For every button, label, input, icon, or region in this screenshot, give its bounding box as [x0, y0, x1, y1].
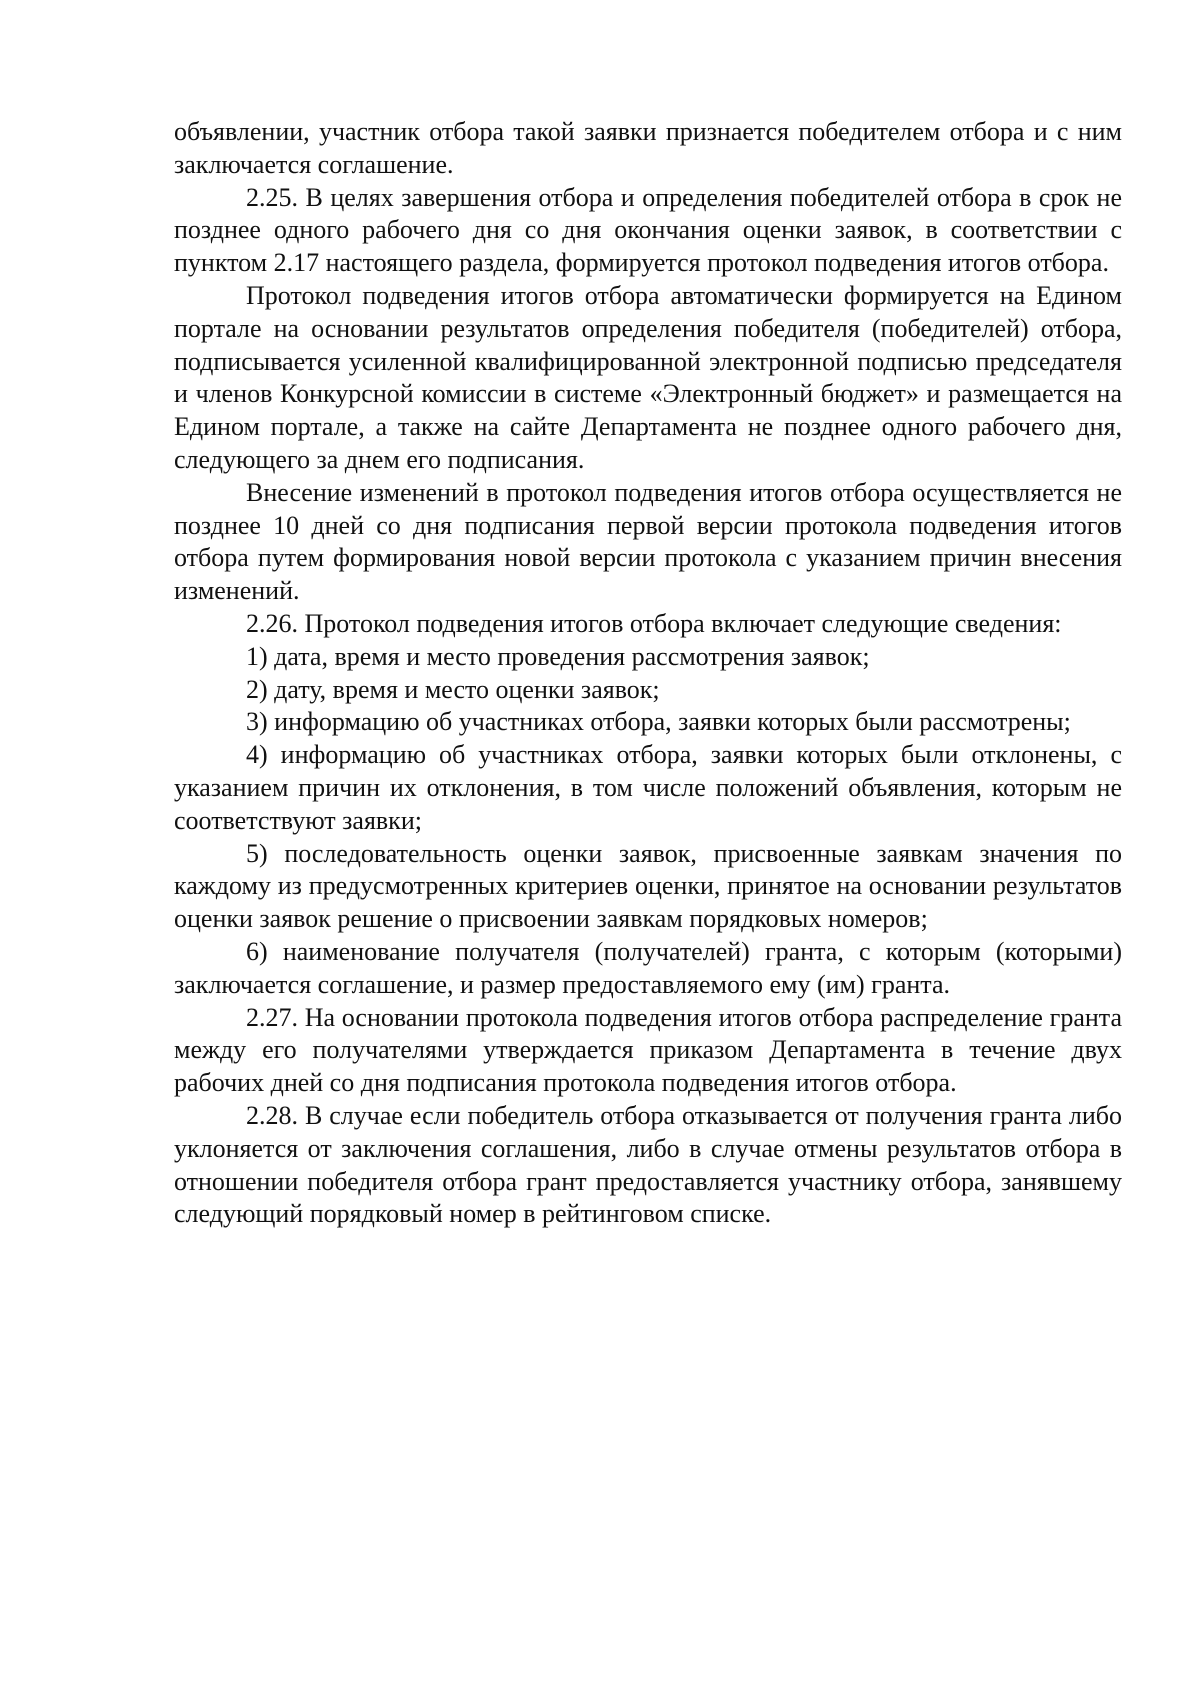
paragraph-2-26: 2.26. Протокол подведения итогов отбора включает следующие сведения:: [246, 608, 1062, 638]
list-item-4: 4) информацию об участниках отбора, заявки которых были отклонены, с указанием причин их отклонения, в том числе положений объявления, которым не соответствуют заявки;: [174, 740, 1122, 835]
paragraph-continuation: объявлении, участник отбора такой заявки признается победителем отбора и с ним заключается соглашение.: [174, 117, 1122, 179]
list-item-6: 6) наименование получателя (получателей) гранта, с которым (которыми) заключается соглашение, и размер предоставляемого ему (им) гранта.: [174, 936, 1122, 999]
list-item-5: 5) последовательность оценки заявок, присвоенные заявкам значения по каждому из предусмотренных критериев оценки, принятое на основании результатов оценки заявок решение о присвоении заявкам порядковых номеров;: [174, 838, 1122, 934]
paragraph-2-27: 2.27. На основании протокола подведения итогов отбора распределение гранта между его получателями утверждается приказом Департамента в течение двух рабочих дней со дня подписания протокола подведения итогов отбора.: [174, 1002, 1122, 1098]
list-item-1: 1) дата, время и место проведения рассмотрения заявок;: [246, 641, 870, 671]
document-body: [174, 116, 1122, 1231]
paragraph-2-25: 2.25. В целях завершения отбора и определения победителей отбора в срок не позднее одного рабочего дня со дня окончания оценки заявок, в соответствии с пунктом 2.17 настоящего раздела, формируется протокол подведения итогов отбора.: [174, 182, 1122, 278]
paragraph-2-28: 2.28. В случае если победитель отбора отказывается от получения гранта либо уклоняется от заключения соглашения, либо в случае отмены результатов отбора в отношении победителя отбора грант предоставляется участнику отбора, занявшему следующий порядковый номер в рейтинговом списке.: [174, 1100, 1122, 1229]
paragraph-protocol-changes: Внесение изменений в протокол подведения итогов отбора осуществляется не позднее 10 дней со дня подписания первой версии протокола подведения итогов отбора путем формирования новой версии протокола с указанием причин внесения изменений.: [174, 477, 1122, 606]
list-item-2: 2) дату, время и место оценки заявок;: [246, 674, 660, 704]
list-item-3: 3) информацию об участниках отбора, заявки которых были рассмотрены;: [246, 707, 1071, 737]
paragraph-protocol-formation: Протокол подведения итогов отбора автоматически формируется на Едином портале на основании результатов определения победителя (победителей) отбора, подписывается усиленной квалифицированной электронной подписью председателя и членов Конкурсной комиссии в системе «Электронный бюджет» и размещается на Едином портале, а также на сайте Департамента не позднее одного рабочего дня, следующего за днем его подписания.: [174, 280, 1122, 474]
